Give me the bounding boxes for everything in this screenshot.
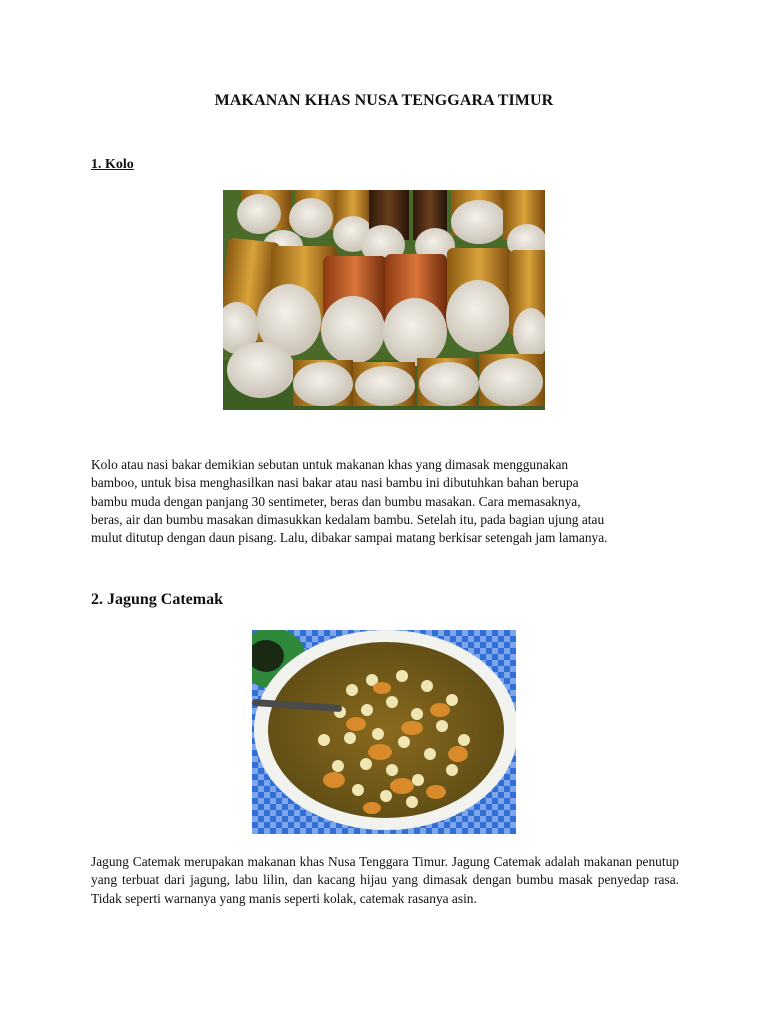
kolo-paragraph-line: Kolo atau nasi bakar demikian sebutan untuk makanan khas yang dimasak menggunakan xyxy=(91,457,569,472)
section-heading-kolo: 1. Kolo xyxy=(91,157,134,172)
page-title: MAKANAN KHAS NUSA TENGGARA TIMUR xyxy=(214,92,554,109)
jagung-catemak-paragraph: Jagung Catemak merupakan makanan khas Nusa Tenggara Timur. Jagung Catemak adalah makanan penutup yang terbuat dari jagung, labu lilin, dan kacang hijau yang dimasak dengan bumbu masak penyedap rasa. Tidak seperti warnanya yang manis seperti kolak, catemak rasanya asin. xyxy=(91,854,679,906)
jagung-catemak-photo xyxy=(252,630,516,834)
kolo-bamboo-rice-photo-icon xyxy=(223,190,545,410)
kolo-paragraph-line: mulut ditutup dengan daun pisang. Lalu, dibakar sampai matang berkisar setengah jam lamanya. xyxy=(91,530,608,546)
kolo-paragraph-line: bambu muda dengan panjang 30 sentimeter, beras dan bumbu masakan. Cara memasaknya, xyxy=(91,493,581,509)
kolo-paragraph-line: beras, air dan bumbu masakan dimasukkan kedalam bambu. Setelah itu, pada bagian ujung atau xyxy=(91,511,605,527)
jagung-catemak-soup-photo-icon xyxy=(252,630,516,834)
kolo-paragraph xyxy=(91,456,679,547)
kolo-paragraph-line: bamboo, untuk bisa menghasilkan nasi bakar atau nasi bambu ini dibutuhkan bahan berupa xyxy=(91,475,579,491)
kolo-photo xyxy=(223,190,545,410)
section-heading-jagung-catemak: 2. Jagung Catemak xyxy=(91,591,224,608)
